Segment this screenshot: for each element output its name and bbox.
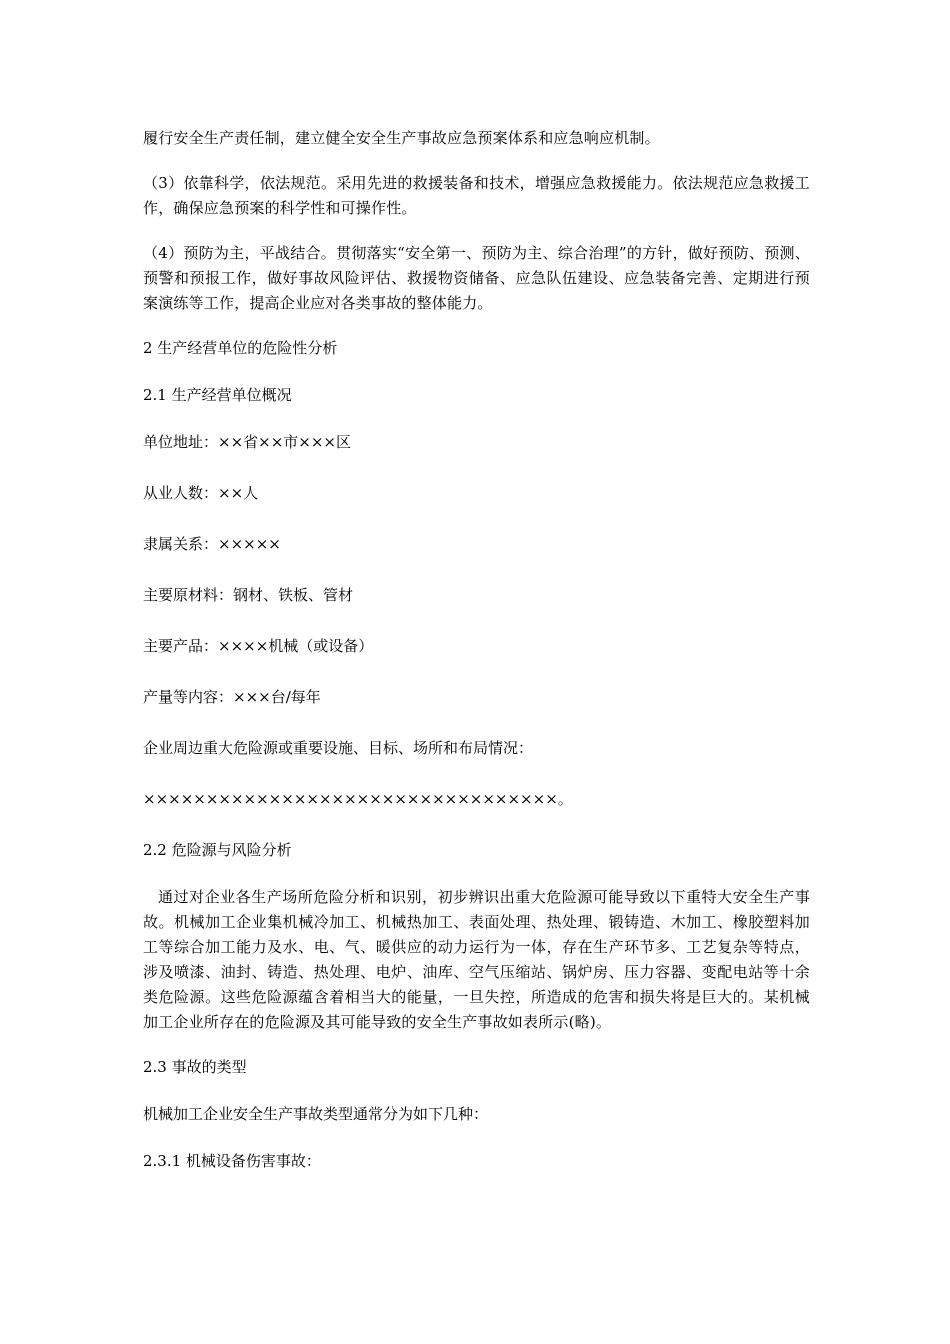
paragraph-prevention: （4）预防为主，平战结合。贯彻落实“安全第一、预防为主、综合治理”的方针，做好预防、预测、预警和预报工作，做好事故风险评估、救援物资储备、应急队伍建设、应急装备完善、定期进行预案演练等工作，提高企业应对各类事故的整体能力。 <box>143 244 810 312</box>
affiliation: 隶属关系：××××× <box>143 535 281 553</box>
surroundings-label: 企业周边重大危险源或重要设施、目标、场所和布局情况： <box>143 739 534 757</box>
section-2-title: 2 生产经营单位的危险性分析 <box>143 339 338 357</box>
paragraph-responsibility: 履行安全生产责任制，建立健全安全生产事故应急预案体系和应急响应机制。 <box>143 129 660 147</box>
unit-address: 单位地址：××省××市×××区 <box>143 433 351 451</box>
hazard-analysis-paragraph: 通过对企业各生产场所危险分析和识别，初步辨识出重大危险源可能导致以下重特大安全生产事故。机械加工企业集机械冷加工、机械热加工、表面处理、热处理、锻铸造、木加工、橡胶塑料加工等综合加工能力及水、电、气、暖供应的动力运行为一体，存在生产环节多、工艺复杂等特点，涉及喷漆、油封、铸造、热处理、电炉、油库、空气压缩站、锅炉房、压力容器、变配电站等十余类危险源。这些危险源蕴含着相当大的能量，一旦失控，所造成的危害和损失将是巨大的。某机械加工企业所存在的危险源及其可能导致的安全生产事故如表所示(略)。 <box>143 888 810 1031</box>
surroundings-value: ×××××××××××××××××××××××××××××××××。 <box>143 790 573 808</box>
section-2-3-1-title: 2.3.1 机械设备伤害事故： <box>143 1152 321 1170</box>
section-2-3-title: 2.3 事故的类型 <box>143 1058 247 1076</box>
output-volume: 产量等内容：×××台/每年 <box>143 688 321 706</box>
paragraph-science-law: （3）依靠科学，依法规范。采用先进的救援装备和技术，增强应急救援能力。依法规范应急救援工作，确保应急预案的科学性和可操作性。 <box>143 174 810 217</box>
main-products: 主要产品：××××机械（或设备） <box>143 637 374 655</box>
staff-count: 从业人数：××人 <box>143 484 259 502</box>
section-2-1-title: 2.1 生产经营单位概况 <box>143 386 292 404</box>
document-page <box>143 126 810 1196</box>
raw-materials: 主要原材料：钢材、铁板、管材 <box>143 586 354 604</box>
accident-types-intro: 机械加工企业安全生产事故类型通常分为如下几种： <box>143 1105 489 1123</box>
section-2-2-title: 2.2 危险源与风险分析 <box>143 841 292 859</box>
